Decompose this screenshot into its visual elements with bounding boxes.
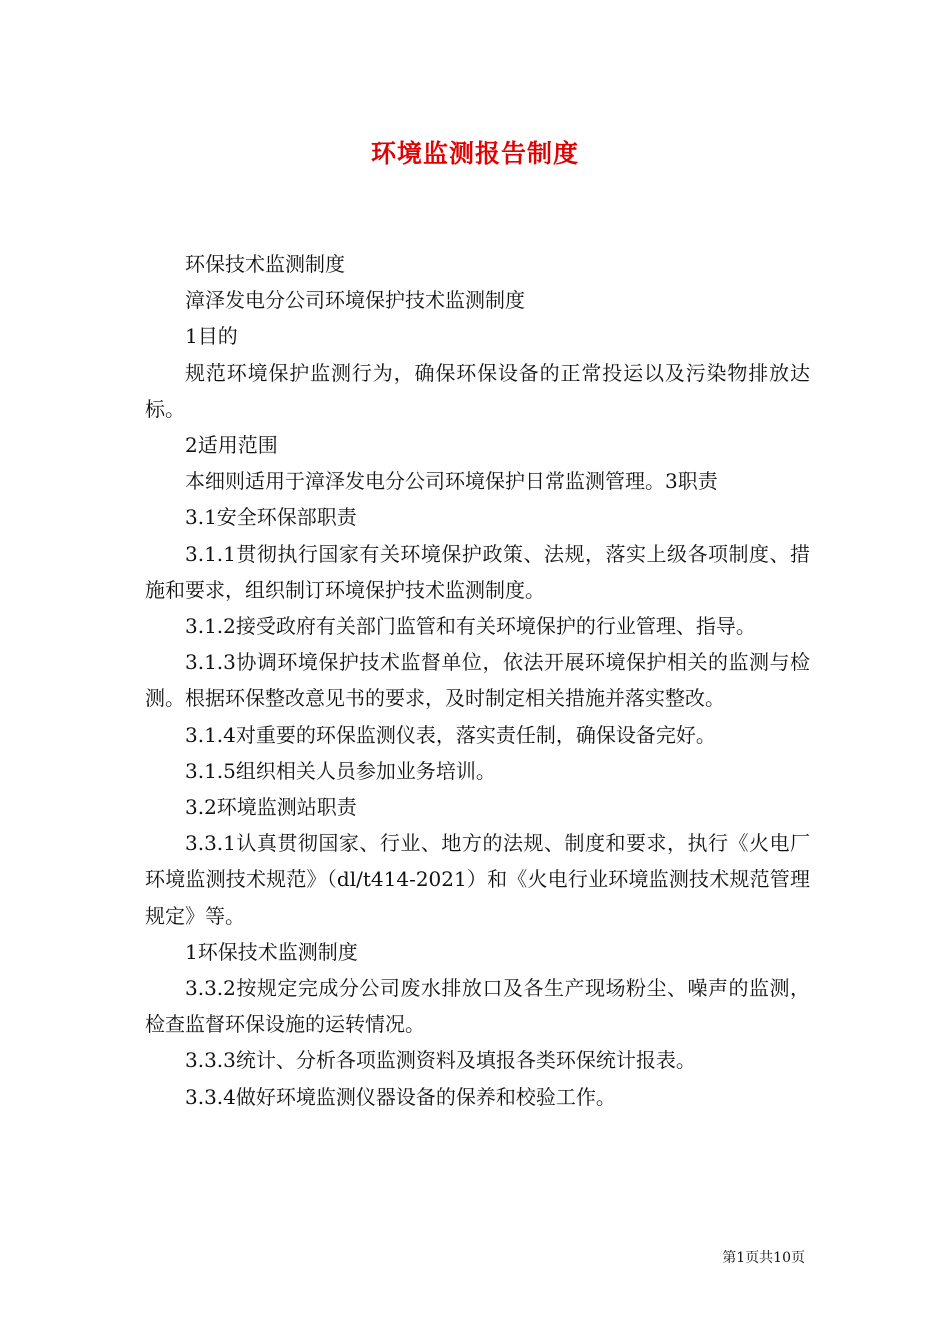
paragraph: 3.3.1认真贯彻国家、行业、地方的法规、制度和要求，执行《火电厂环境监测技术规范》（dl/t414-2021）和《火电行业环境监测技术规范管理规定》等。 — [145, 831, 810, 928]
paragraph: 2适用范围 — [185, 433, 278, 458]
page-number: 第1页共10页 — [722, 1250, 805, 1266]
paragraph: 3.2环境监测站职责 — [185, 795, 357, 820]
paragraph: 3.1.3协调环境保护技术监督单位，依法开展环境保护相关的监测与检测。根据环保整改意见书的要求，及时制定相关措施并落实整改。 — [145, 650, 810, 711]
paragraph: 3.1.1贯彻执行国家有关环境保护政策、法规，落实上级各项制度、措施和要求，组织制订环境保护技术监测制度。 — [145, 541, 810, 602]
paragraph: 3.3.2按规定完成分公司废水排放口及各生产现场粉尘、噪声的监测，检查监督环保设施的运转情况。 — [145, 976, 810, 1037]
paragraph: 3.1.4对重要的环保监测仪表，落实责任制，确保设备完好。 — [185, 722, 716, 747]
document-body — [145, 246, 810, 1115]
paragraph: 漳泽发电分公司环境保护技术监测制度 — [185, 288, 525, 313]
paragraph: 1目的 — [185, 324, 238, 349]
paragraph: 3.1.2接受政府有关部门监管和有关环境保护的行业管理、指导。 — [185, 614, 756, 639]
paragraph: 1环保技术监测制度 — [185, 939, 358, 964]
paragraph: 环保技术监测制度 — [185, 252, 345, 276]
paragraph: 3.3.4做好环境监测仪器设备的保养和校验工作。 — [185, 1084, 616, 1109]
paragraph: 3.3.3统计、分析各项监测资料及填报各类环保统计报表。 — [185, 1048, 696, 1073]
paragraph: 本细则适用于漳泽发电分公司环境保护日常监测管理。3职责 — [185, 469, 718, 494]
document-title: 环境监测报告制度 — [370, 139, 579, 168]
paragraph: 规范环境保护监测行为，确保环保设备的正常投运以及污染物排放达标。 — [145, 360, 810, 421]
paragraph: 3.1安全环保部职责 — [185, 505, 357, 530]
paragraph: 3.1.5组织相关人员参加业务培训。 — [185, 758, 496, 783]
